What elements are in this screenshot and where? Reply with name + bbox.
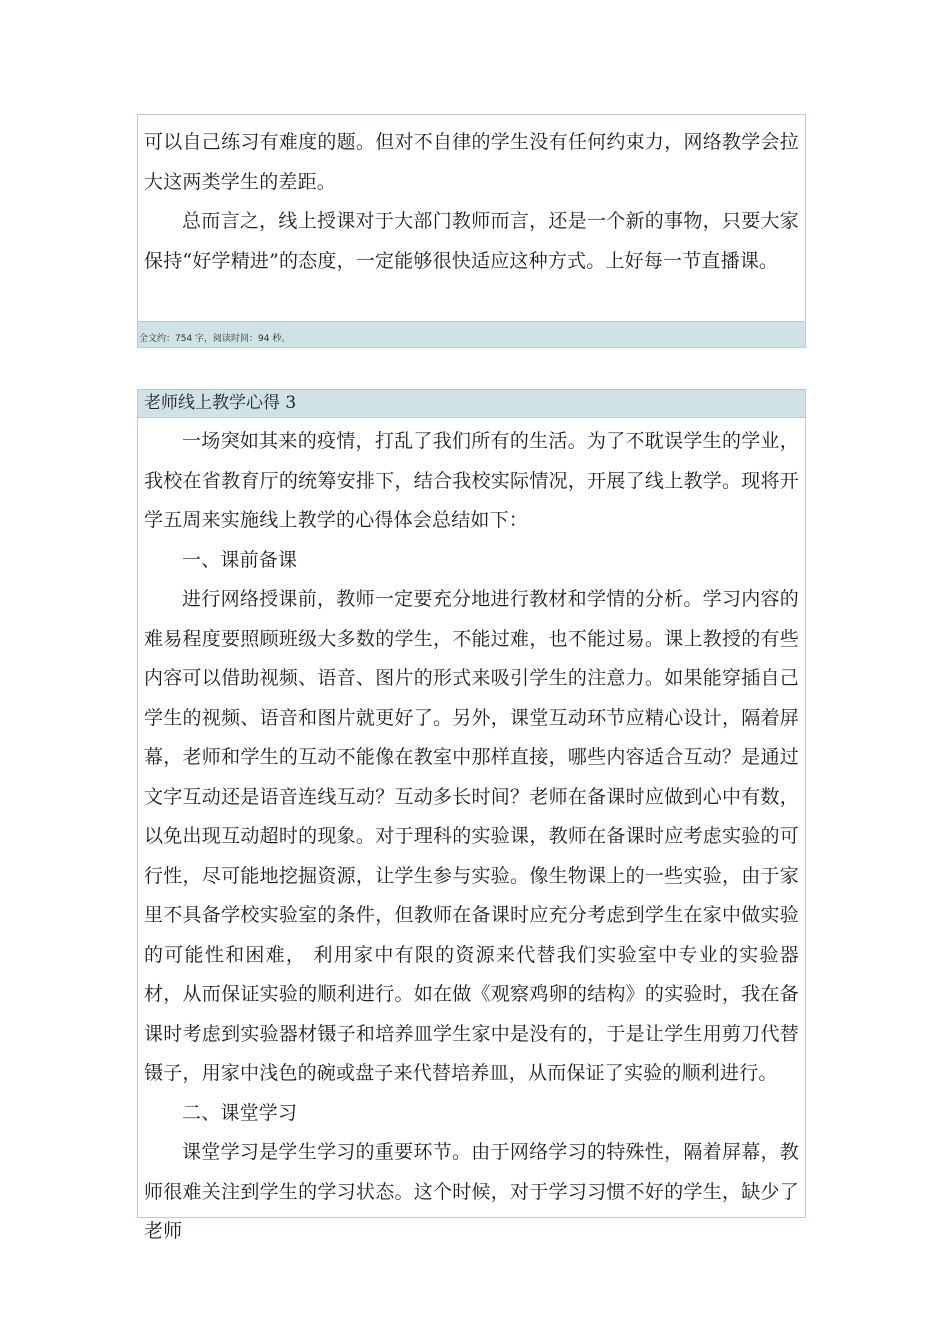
paragraph: 进行网络授课前，教师一定要充分地进行教材和学情的分析。学习内容的难易程度要照顾班级大多数的学生，不能过难，也不能过易。课上教授的有些内容可以借助视频、语音、图片的形式来吸引学生的注意力。如果能穿插自己学生的视频、语音和图片就更好了。另外，课堂互动环节应精心设计，隔着屏幕，老师和学生的互动不能像在教室中那样直接，哪些内容适合互动？是通过文字互动还是语音连线互动？互动多长时间？老师在备课时应做到心中有数，以免出现互动超时的现象。对于理科的实验课，教师在备课时应考虑实验的可行性，尽可能地挖掘资源，让学生参与实验。像生物课上的一些实验，由于家里不具备学校实验室的条件，但教师在备课时应充分考虑到学生在家中做实验的可能性和困难， 利用家中有限的资源来代替我们实验室中专业的实验器材，从而保证实验的顺利进行。如在做《观察鸡卵的结构》的实验时，我在备课时考虑到实验器材镊子和培养皿学生家中是没有的，于是让学生用剪刀代替镊子，用家中浅色的碗或盘子来代替培养皿，从而保证了实验的顺利进行。	[144, 588, 799, 1084]
section-heading: 一、课前备课	[182, 548, 298, 571]
article-title: 老师线上教学心得 3	[144, 393, 297, 413]
paragraph: 课堂学习是学生学习的重要环节。由于网络学习的特殊性，隔着屏幕，教师很难关注到学生的学习状态。这个时候，对于学习习惯不好的学生，缺少了老师	[144, 1141, 799, 1242]
word-count-bar	[138, 321, 805, 347]
previous-article-card	[137, 114, 806, 348]
word-count-text: 全文约：754 字，阅读时间：94 秒。	[139, 334, 291, 344]
article-body	[138, 115, 805, 281]
paragraph: 一场突如其来的疫情，打乱了我们所有的生活。为了不耽误学生的学业，我校在省教育厅的统筹安排下，结合我校实际情况，开展了线上教学。现将开学五周来实施线上教学的心得体会总结如下：	[144, 430, 799, 531]
section-heading: 二、课堂学习	[182, 1101, 298, 1124]
article-card	[137, 389, 806, 1242]
paragraph: 可以自己练习有难度的题。但对不自律的学生没有任何约束力，网络教学会拉大这两类学生的差距。	[144, 131, 799, 193]
article-title-bar	[138, 390, 805, 418]
paragraph: 总而言之，线上授课对于大部门教师而言，还是一个新的事物，只要大家保持“好学精进”的态度，一定能够很快适应这种方式。上好每一节直播课。	[144, 210, 799, 272]
article-body	[138, 418, 805, 1252]
